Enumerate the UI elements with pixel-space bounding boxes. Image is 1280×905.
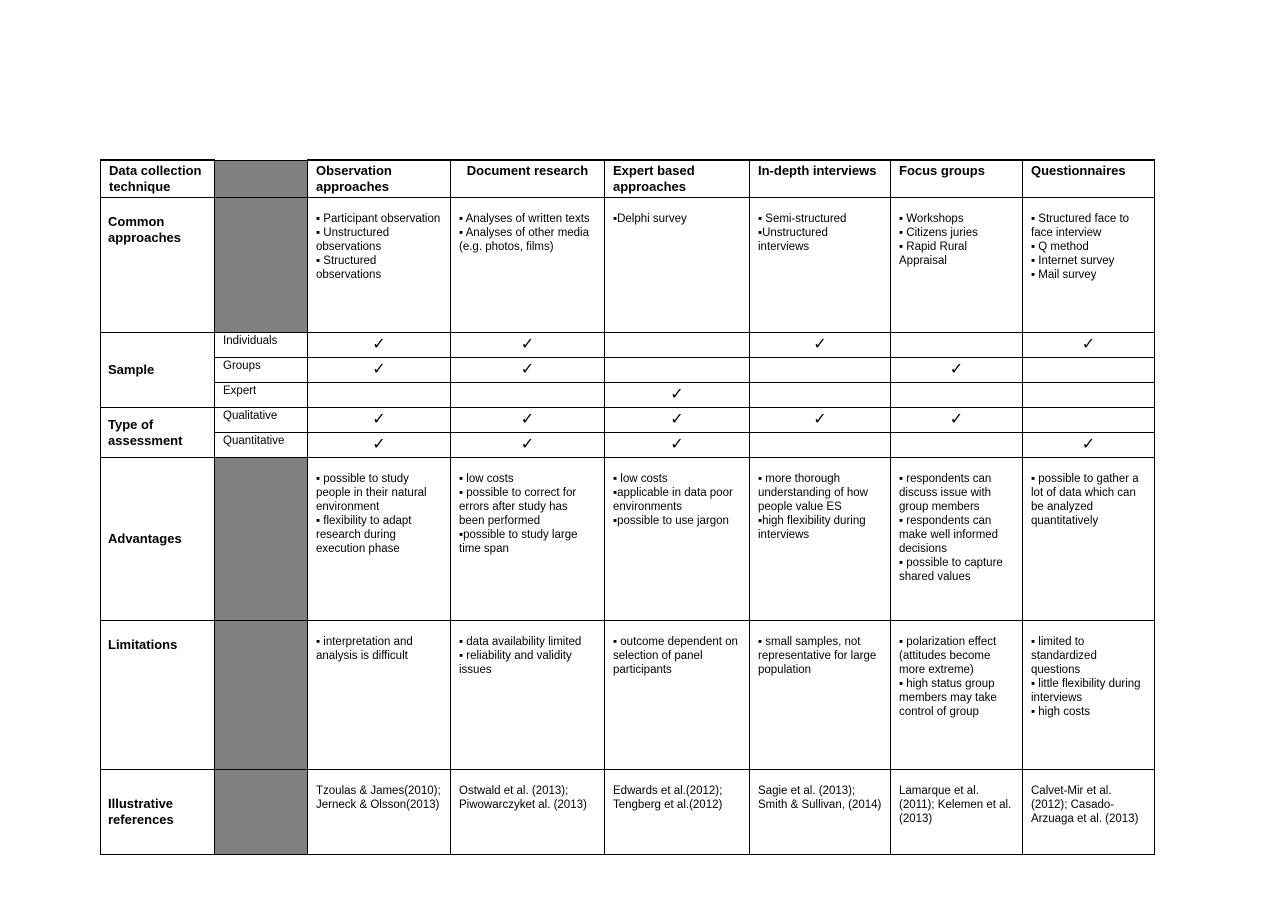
check-cell [750, 333, 891, 358]
check-cell [750, 408, 891, 433]
cell-list [308, 458, 451, 621]
references-row [101, 770, 1155, 855]
gray-spacer [215, 160, 308, 198]
check-cell [750, 383, 891, 408]
check-cell [891, 358, 1023, 383]
cell-list [750, 458, 891, 621]
check-cell [1023, 408, 1155, 433]
check-mark-icon: ✓ [813, 411, 827, 428]
check-mark-icon: ✓ [949, 361, 964, 378]
bullet-item: ▪ small samples, not representative for large population [758, 636, 877, 676]
limitations-row [101, 621, 1155, 770]
header-row [101, 160, 1155, 198]
bullet-item: ▪ high costs [1031, 706, 1091, 718]
sub-label: Qualitative [215, 408, 308, 433]
cell-list [891, 458, 1023, 621]
check-cell [891, 433, 1023, 458]
check-cell [308, 383, 451, 408]
check-cell [451, 333, 605, 358]
check-cell [605, 433, 750, 458]
check-mark-icon: ✓ [670, 436, 684, 453]
check-mark-icon: ✓ [520, 361, 535, 378]
check-mark-icon: ✓ [520, 336, 535, 353]
bullet-item: ▪ high status group members may take control of group [899, 678, 997, 718]
check-cell [891, 383, 1023, 408]
advantages-row [101, 458, 1155, 621]
cell-list [750, 621, 891, 770]
check-mark-icon: ✓ [670, 386, 684, 403]
bullet-item: ▪ Internet survey [1031, 255, 1115, 267]
check-mark-icon: ✓ [372, 361, 386, 378]
check-cell [891, 408, 1023, 433]
check-cell [605, 358, 750, 383]
check-cell [308, 433, 451, 458]
bullet-item: ▪Unstructured interviews [758, 227, 828, 253]
check-cell [451, 358, 605, 383]
check-mark-icon: ✓ [813, 336, 827, 353]
bullet-item: ▪ interpretation and analysis is difficult [316, 636, 413, 662]
bullet-item: ▪ possible to correct for errors after study has been performed [459, 487, 577, 527]
sub-label: Expert [215, 383, 308, 408]
check-cell [451, 383, 605, 408]
sample-row-expert [101, 383, 1155, 408]
check-cell [605, 383, 750, 408]
bullet-item: ▪ Rapid Rural Appraisal [899, 241, 967, 267]
bullet-item: ▪ respondents can discuss issue with group members [899, 473, 992, 513]
reference-cell: Sagie et al. (2013); Smith & Sullivan, (2014) [750, 770, 891, 855]
reference-cell: Edwards et al.(2012); Tengberg et al.(2012) [605, 770, 750, 855]
sample-row-individuals [101, 333, 1155, 358]
cell-list [750, 198, 891, 333]
check-cell [1023, 433, 1155, 458]
check-cell [750, 433, 891, 458]
cell-list [1023, 621, 1155, 770]
row-label-references: Illustrative references [101, 770, 215, 855]
check-mark-icon: ✓ [372, 336, 386, 353]
bullet-item: ▪ Q method [1031, 241, 1089, 253]
check-cell [308, 408, 451, 433]
check-cell [605, 408, 750, 433]
bullet-item: ▪ reliability and validity issues [459, 650, 572, 676]
column-header-expert: Expert based approaches [605, 160, 750, 198]
cell-list [451, 198, 605, 333]
bullet-item: ▪ outcome dependent on selection of panel participants [613, 636, 738, 676]
bullet-item: ▪ polarization effect (attitudes become more extreme) [899, 636, 997, 676]
bullet-item: ▪ data availability limited [459, 636, 582, 648]
gray-spacer [215, 198, 308, 333]
check-cell [891, 333, 1023, 358]
check-cell [750, 358, 891, 383]
check-cell [308, 333, 451, 358]
column-header-focus: Focus groups [891, 160, 1023, 198]
reference-cell: Lamarque et al. (2011); Kelemen et al.(2013) [891, 770, 1023, 855]
check-mark-icon: ✓ [670, 411, 684, 428]
gray-spacer [215, 458, 308, 621]
cell-list [605, 198, 750, 333]
check-cell [1023, 358, 1155, 383]
cell-list [1023, 458, 1155, 621]
bullet-item: ▪ Semi-structured [758, 213, 847, 225]
reference-cell: Calvet-Mir et al. (2012); Casado-Arzuaga et al. (2013) [1023, 770, 1155, 855]
bullet-item: ▪Delphi survey [613, 213, 687, 225]
check-mark-icon: ✓ [520, 411, 535, 428]
reference-cell: Ostwald et al. (2013); Piwowarczyket al. (2013) [451, 770, 605, 855]
check-cell [1023, 383, 1155, 408]
check-mark-icon: ✓ [372, 411, 386, 428]
row-label-advantages: Advantages [101, 458, 215, 621]
sub-label: Quantitative [215, 433, 308, 458]
bullet-item: ▪ Structured face to face interview [1031, 213, 1130, 239]
common-approaches-row [101, 198, 1155, 333]
row-label-common-approaches: Common approaches [101, 198, 215, 333]
check-cell [451, 433, 605, 458]
bullet-item: ▪ Unstructured observations [316, 227, 390, 253]
check-mark-icon: ✓ [372, 436, 386, 453]
row-label-sample: Sample [101, 333, 215, 408]
column-header-interviews: In-depth interviews [750, 160, 891, 198]
sample-row-groups [101, 358, 1155, 383]
reference-cell: Tzoulas & James(2010); Jerneck & Olsson(2013) [308, 770, 451, 855]
assessment-row-quantitative [101, 433, 1155, 458]
bullet-item: ▪ Workshops [899, 213, 964, 225]
check-mark-icon: ✓ [520, 436, 535, 453]
sub-label: Individuals [215, 333, 308, 358]
sub-label: Groups [215, 358, 308, 383]
bullet-item: ▪possible to use jargon [613, 515, 729, 527]
check-mark-icon: ✓ [1081, 336, 1096, 353]
corner-label: Data collection technique [101, 160, 215, 198]
bullet-item: ▪ Analyses of other media (e.g. photos, films) [459, 227, 590, 253]
comparison-table [100, 159, 1155, 855]
bullet-item: ▪ Participant observation [316, 213, 441, 225]
check-cell [308, 358, 451, 383]
check-mark-icon: ✓ [949, 411, 964, 428]
bullet-item: ▪ flexibility to adapt research during execution phase [316, 515, 412, 555]
cell-list [451, 621, 605, 770]
bullet-item: ▪ possible to capture shared values [899, 557, 1003, 583]
column-header-observation: Observation approaches [308, 160, 451, 198]
bullet-item: ▪applicable in data poor environments [613, 487, 733, 513]
bullet-item: ▪ low costs [459, 473, 514, 485]
assessment-row-qualitative [101, 408, 1155, 433]
cell-list [891, 198, 1023, 333]
cell-list [891, 621, 1023, 770]
cell-list [308, 621, 451, 770]
column-header-document: Document research [451, 160, 605, 198]
bullet-item: ▪ little flexibility during interviews [1031, 678, 1141, 704]
bullet-item: ▪ possible to gather a lot of data which can be analyzed quantitatively [1031, 473, 1139, 527]
cell-list [1023, 198, 1155, 333]
gray-spacer [215, 621, 308, 770]
bullet-item: ▪ limited to standardized questions [1031, 636, 1097, 676]
bullet-item: ▪high flexibility during interviews [758, 515, 866, 541]
bullet-item: ▪ Structured observations [316, 255, 382, 281]
bullet-item: ▪ respondents can make well informed decisions [899, 515, 999, 555]
row-label-limitations: Limitations [101, 621, 215, 770]
bullet-item: ▪ more thorough understanding of how people value ES [758, 473, 868, 513]
check-mark-icon: ✓ [1081, 436, 1096, 453]
cell-list [605, 458, 750, 621]
gray-spacer [215, 770, 308, 855]
check-cell [1023, 333, 1155, 358]
row-label-type-of-assessment: Type of assessment [101, 408, 215, 458]
bullet-item: ▪ low costs [613, 473, 668, 485]
bullet-item: ▪ Citizens juries [899, 227, 978, 239]
check-cell [605, 333, 750, 358]
bullet-item: ▪ Mail survey [1031, 269, 1097, 281]
cell-list [451, 458, 605, 621]
cell-list [605, 621, 750, 770]
column-header-questionnaires: Questionnaires [1023, 160, 1155, 198]
bullet-item: ▪ Analyses of written texts [459, 213, 590, 225]
bullet-item: ▪ possible to study people in their natural environment [316, 473, 427, 513]
cell-list [308, 198, 451, 333]
bullet-item: ▪possible to study large time span [459, 529, 578, 555]
check-cell [451, 408, 605, 433]
